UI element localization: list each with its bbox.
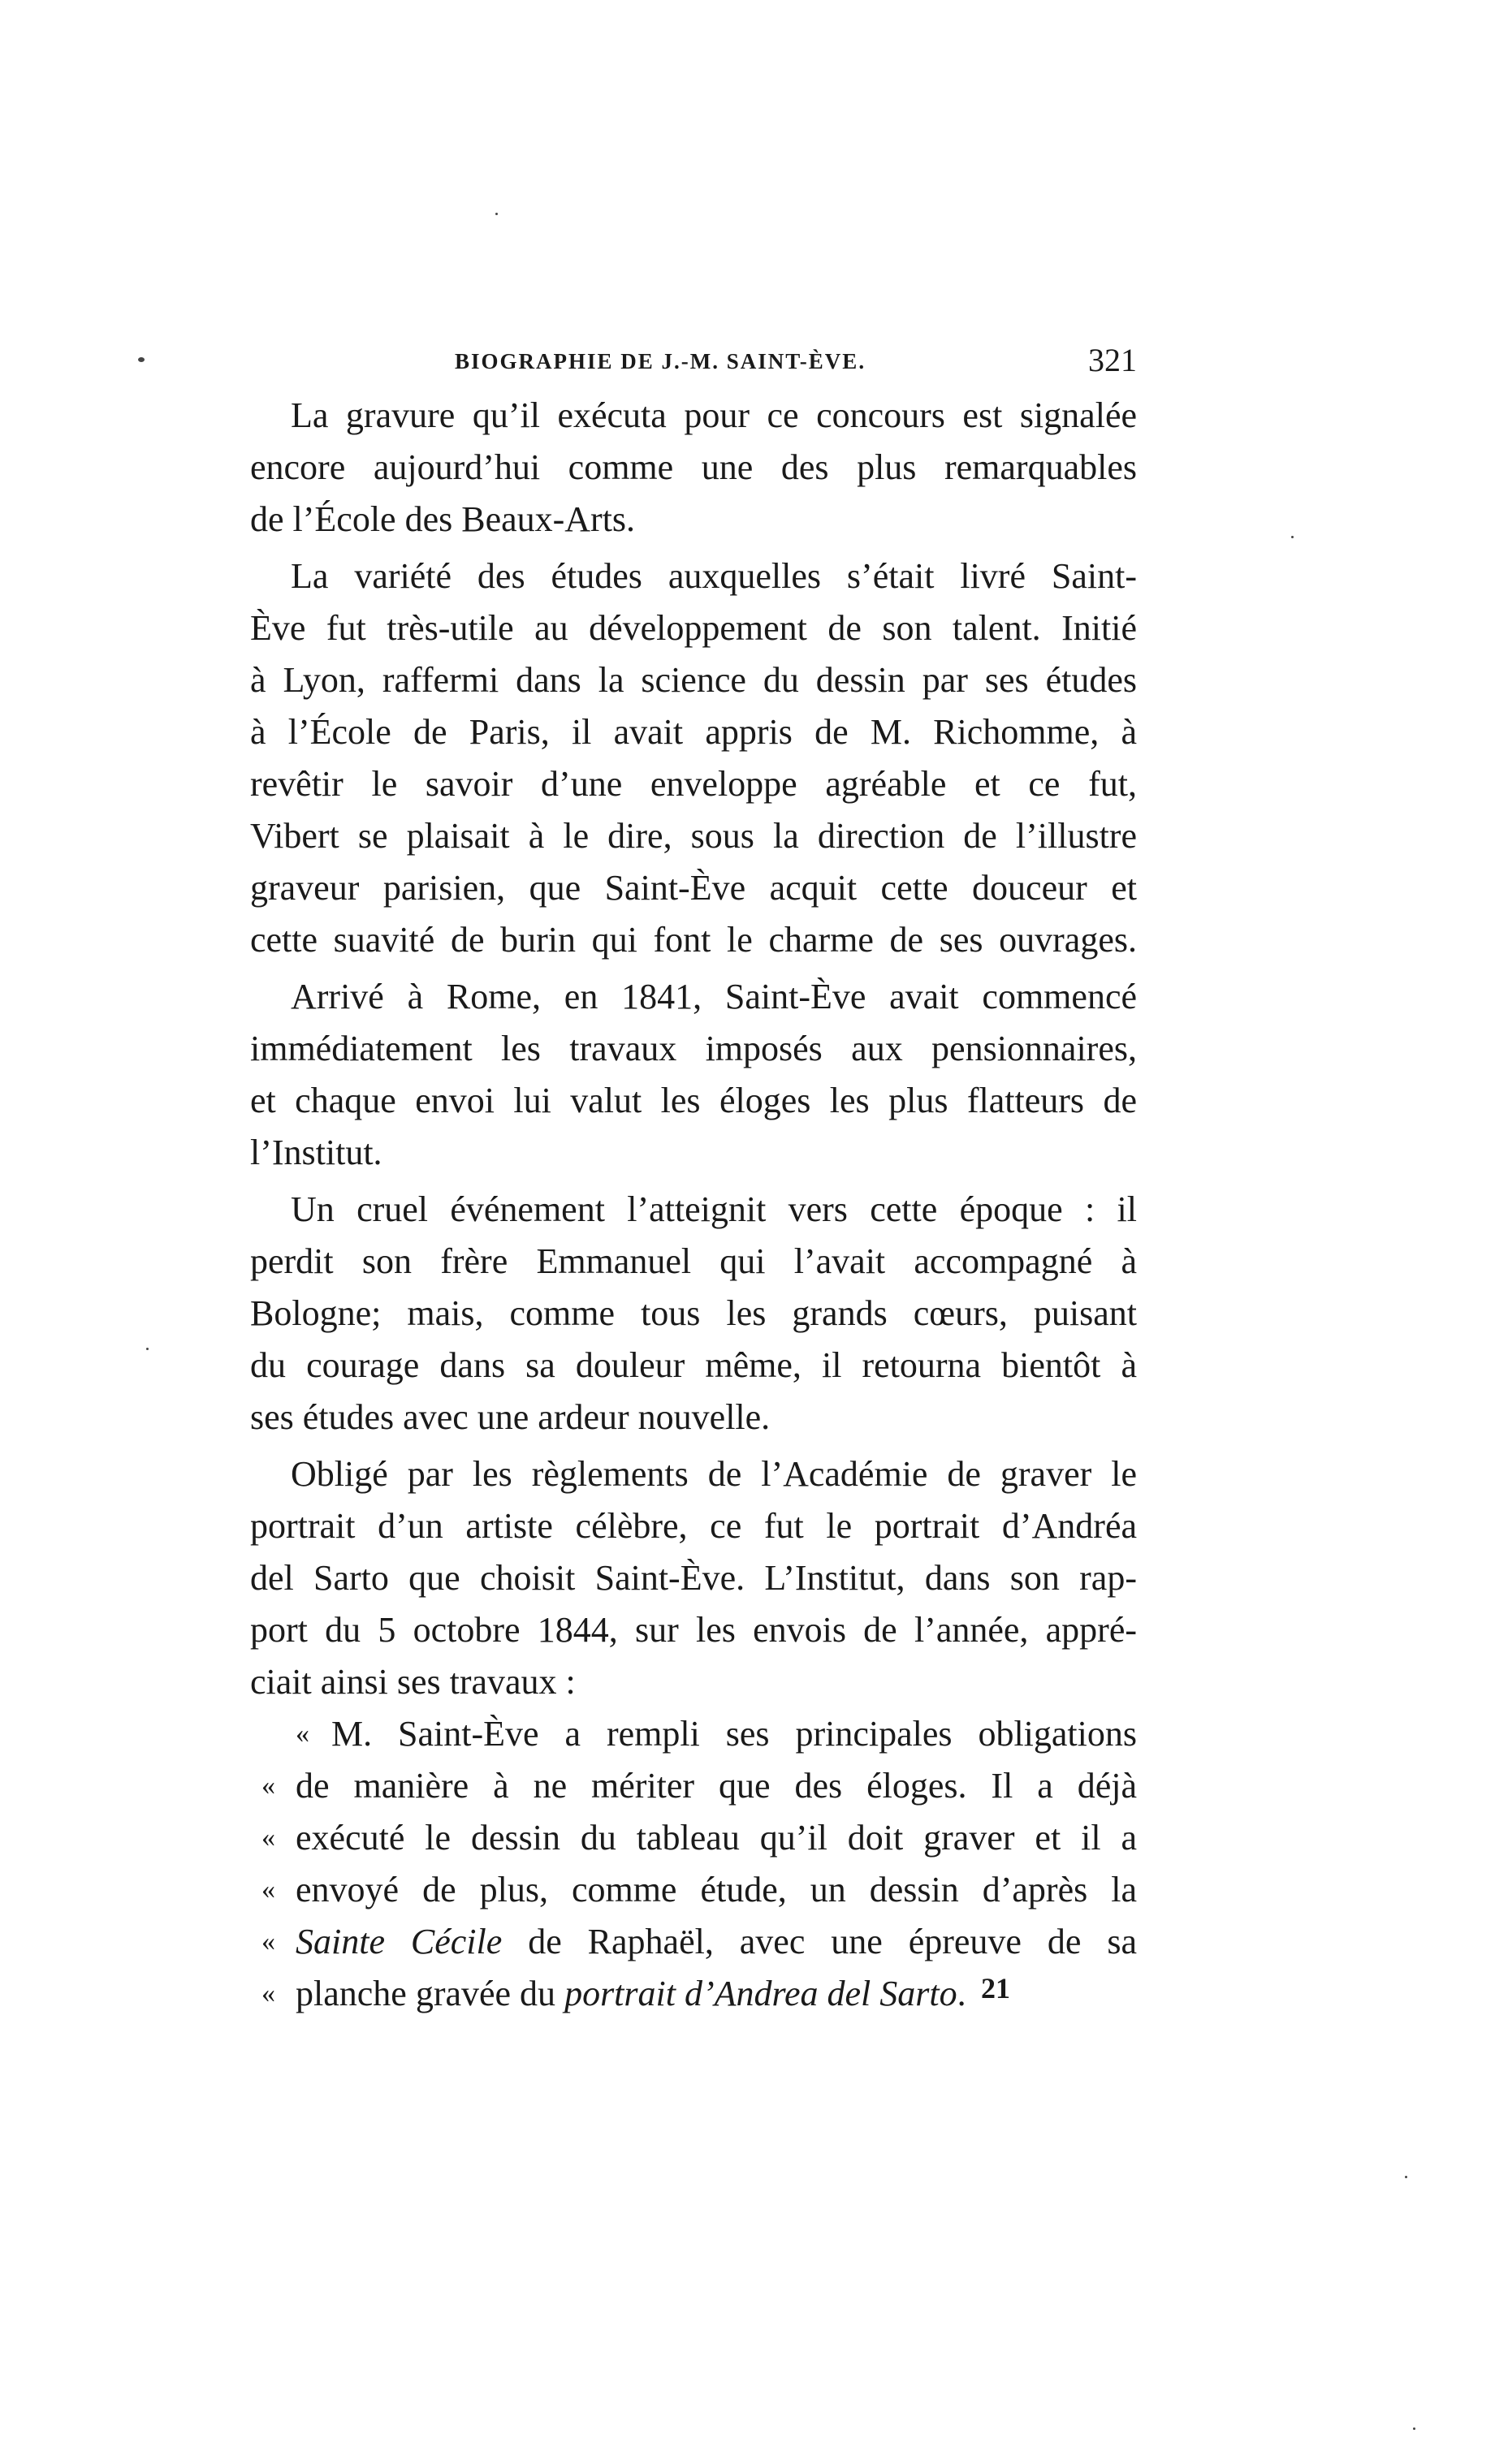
quote-line — [250, 1916, 1137, 1968]
guillemet: « — [261, 1979, 275, 2009]
signature-mark: 21 — [981, 1972, 1010, 2004]
guillemet: « — [296, 1719, 309, 1749]
paragraph — [250, 550, 1137, 966]
text-line: à l’École de Paris, il avait appris de M. Richomme, à — [250, 712, 1137, 752]
quote-text — [296, 1922, 1137, 1961]
quote-text: de manière à ne mériter que des éloges. Il a déjà — [296, 1766, 1137, 1806]
quote-line — [250, 1760, 1137, 1812]
running-title: BIOGRAPHIE DE J.-M. SAINT-ÈVE. — [455, 349, 866, 373]
guillemet: « — [261, 1823, 275, 1853]
scan-speck — [495, 213, 498, 215]
running-head — [252, 341, 1137, 390]
quote-text: M. Saint-Ève a rempli ses principales obligations — [331, 1714, 1137, 1754]
quote-line — [250, 1708, 1137, 1760]
text-line: immédiatement les travaux imposés aux pensionnaires, — [250, 1029, 1137, 1068]
text-line: encore aujourd’hui comme une des plus remarquables — [250, 447, 1137, 487]
quote-text: envoyé de plus, comme étude, un dessin d’après la — [296, 1870, 1137, 1909]
text-line: perdit son frère Emmanuel qui l’avait accompagné à — [250, 1241, 1137, 1281]
text-line: port du 5 octobre 1844, sur les envois de l’année, appré- — [250, 1610, 1137, 1650]
body-text — [250, 390, 1137, 2020]
text-line: et chaque envoi lui valut les éloges les plus flatteurs de — [250, 1081, 1137, 1120]
text-line: Bologne; mais, comme tous les grands cœurs, puisant — [250, 1293, 1137, 1333]
guillemet: « — [261, 1771, 275, 1801]
text-line: cette suavité de burin qui font le charme de ses ouvrages. — [250, 920, 1137, 960]
paragraph — [250, 971, 1137, 1179]
scan-speck — [146, 1348, 149, 1350]
quote-text-start: planche gravée du — [296, 1974, 565, 2013]
paragraph — [250, 1448, 1137, 1708]
text-line: del Sarto que choisit Saint-Ève. L’Institut, dans son rap- — [250, 1558, 1137, 1598]
quote-text-end: . — [957, 1974, 966, 2013]
scan-speck — [138, 357, 145, 362]
text-line: Arrivé à Rome, en 1841, Saint-Ève avait commencé — [291, 977, 1137, 1016]
text-line: La variété des études auxquelles s’était livré Saint- — [291, 556, 1137, 596]
text-line: du courage dans sa douleur même, il retourna bientôt à — [250, 1345, 1137, 1385]
text-line: graveur parisien, que Saint-Ève acquit cette douceur et — [250, 868, 1137, 908]
italic-title: Sainte Cécile — [296, 1922, 503, 1961]
text-line: revêtir le savoir d’une enveloppe agréable et ce fut, — [250, 764, 1137, 804]
page-number: 321 — [1088, 342, 1137, 378]
paragraph — [250, 390, 1137, 546]
text-line: de l’École des Beaux-Arts. — [250, 499, 636, 539]
text-line: portrait d’un artiste célèbre, ce fut le portrait d’Andréa — [250, 1506, 1137, 1546]
text-line: l’Institut. — [250, 1133, 382, 1172]
text-line: Un cruel événement l’atteignit vers cette époque : il — [291, 1189, 1137, 1229]
scan-speck — [1291, 536, 1294, 538]
scan-speck — [1405, 2176, 1407, 2178]
paragraph — [250, 1184, 1137, 1443]
quote-text — [296, 1974, 966, 2013]
text-line: à Lyon, raffermi dans la science du dessin par ses études — [250, 660, 1137, 700]
text-line: Obligé par les règlements de l’Académie de graver le — [291, 1454, 1137, 1494]
quote-text-rest: de Raphaël, avec une épreuve de sa — [502, 1922, 1137, 1961]
text-line: La gravure qu’il exécuta pour ce concours est signalée — [291, 395, 1137, 435]
guillemet: « — [261, 1875, 275, 1905]
quote-line — [250, 1812, 1137, 1864]
quote-text: exécuté le dessin du tableau qu’il doit graver et il a — [296, 1818, 1137, 1858]
text-line: Vibert se plaisait à le dire, sous la direction de l’illustre — [250, 816, 1137, 856]
italic-title: portrait d’Andrea del Sarto — [564, 1974, 957, 2013]
guillemet: « — [261, 1927, 275, 1957]
quote-line — [250, 1864, 1137, 1916]
text-line: ses études avec une ardeur nouvelle. — [250, 1397, 771, 1437]
text-line: Ève fut très-utile au développement de son talent. Initié — [250, 608, 1137, 648]
scan-speck — [1413, 2427, 1415, 2430]
text-line: ciait ainsi ses travaux : — [250, 1662, 576, 1702]
